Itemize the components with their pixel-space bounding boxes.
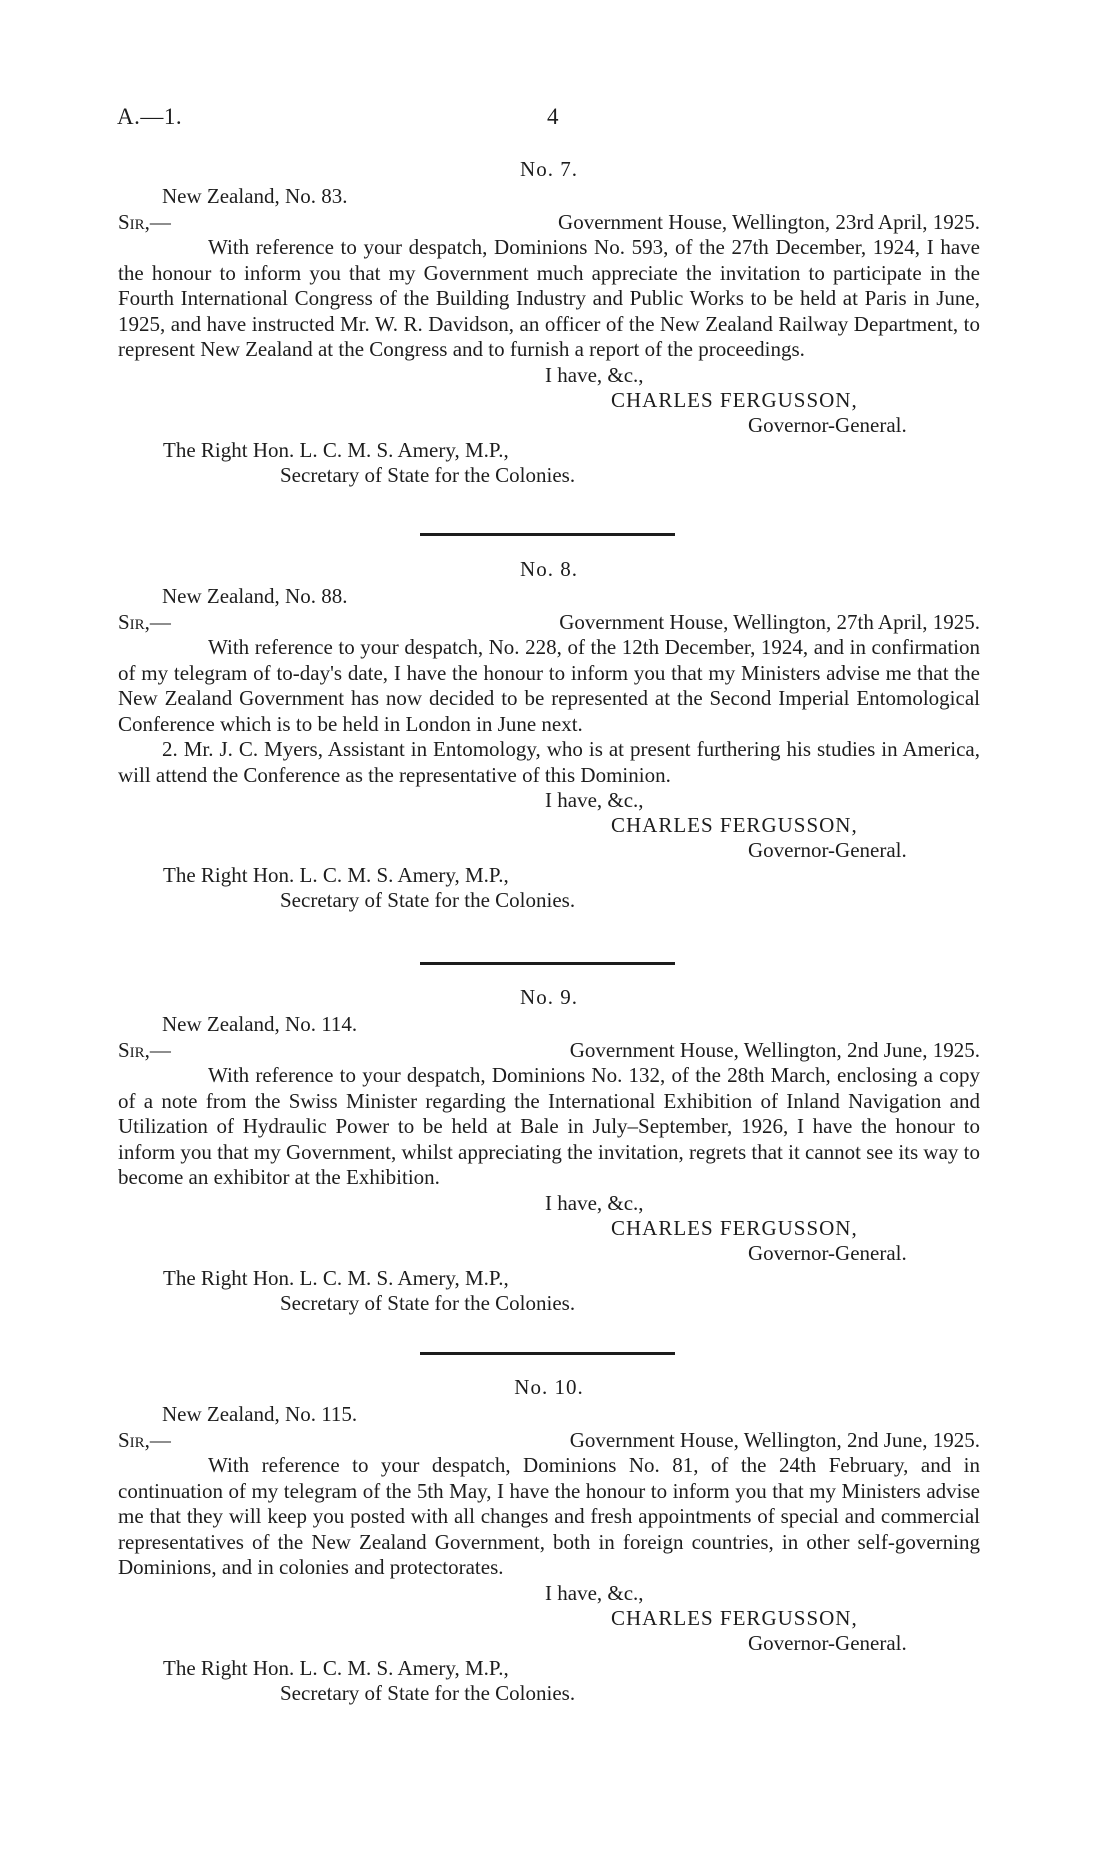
signatory-title: Governor-General. <box>748 1240 907 1265</box>
closing: I have, &c., <box>545 1190 644 1215</box>
closing: I have, &c., <box>545 1580 644 1605</box>
salutation: Sir,— <box>118 1038 171 1062</box>
signatory-title: Governor-General. <box>748 1630 907 1655</box>
signatory: CHARLES FERGUSSON, <box>611 1215 858 1240</box>
letter-paragraph: With reference to your despatch, Dominions No. 81, of the 24th February, and in continuation of my telegram of the 5th May, I have the honour to inform you that my Ministers advise me that they will keep you posted with all changes and fresh appointments of special and commercial representatives of the New Zealand Government, both in foreign countries, in other self-governing Dominions, and in colonies and protectorates. <box>118 1453 980 1579</box>
salutation-line <box>118 209 980 235</box>
letter-number: No. 10. <box>514 1375 584 1399</box>
despatch-reference: New Zealand, No. 114. <box>162 1012 358 1036</box>
despatch-reference: New Zealand, No. 83. <box>162 184 348 208</box>
letter-no-9 <box>118 984 980 1316</box>
signatory: CHARLES FERGUSSON, <box>611 1605 858 1630</box>
closing: I have, &c., <box>545 362 644 387</box>
despatch-reference: New Zealand, No. 115. <box>162 1402 358 1426</box>
salutation-line <box>118 1427 980 1453</box>
letter-no-10 <box>118 1374 980 1706</box>
salutation: Sir,— <box>118 610 171 634</box>
salutation-line <box>118 1037 980 1063</box>
letter-paragraph: With reference to your despatch, Dominions No. 593, of the 27th December, 1924, I have the honour to inform you that my Government much appreciate the invitation to participate in the Fourth International Congress of the Building Industry and Public Works to be held at Paris in June, 1925, and have instructed Mr. W. R. Davidson, an officer of the New Zealand Railway Department, to represent New Zealand at the Congress and to furnish a report of the proceedings. <box>118 235 980 361</box>
closing: I have, &c., <box>545 788 644 812</box>
signatory-title: Governor-General. <box>748 412 907 437</box>
letter-paragraph: With reference to your despatch, Dominions No. 132, of the 28th March, enclosing a copy of a note from the Swiss Minister regarding the International Exhibition of Inland Navigation and Utilization of Hydraulic Power to be held at Bale in July–September, 1926, I have the honour to inform you that my Government, whilst appreciating the invitation, regrets that it cannot see its way to become an exhibitor at the Exhibition. <box>118 1063 980 1189</box>
addressee-title: Secretary of State for the Colonies. <box>280 1290 576 1315</box>
letter-number: No. 8. <box>520 557 578 581</box>
addressee: The Right Hon. L. C. M. S. Amery, M.P., <box>163 1655 509 1680</box>
place-date: Government House, Wellington, 2nd June, 1925. <box>569 1428 980 1452</box>
place-date: Government House, Wellington, 23rd April, 1925. <box>558 210 980 234</box>
addressee: The Right Hon. L. C. M. S. Amery, M.P., <box>163 863 509 887</box>
addressee: The Right Hon. L. C. M. S. Amery, M.P., <box>163 437 509 462</box>
salutation: Sir,— <box>118 1428 171 1452</box>
despatch-reference: New Zealand, No. 88. <box>162 584 348 608</box>
section-divider <box>420 1352 675 1355</box>
letter-number: No. 7. <box>520 157 578 181</box>
letter-no-8 <box>118 556 980 913</box>
letter-paragraph: With reference to your despatch, No. 228, of the 12th December, 1924, and in confirmation of my telegram of to-day's date, I have the honour to inform you that my Ministers advise me that the New Zealand Government has now decided to be represented at the Second Imperial Entomological Conference which is to be held in London in June next. <box>118 635 980 736</box>
signatory: CHARLES FERGUSSON, <box>611 387 858 412</box>
place-date: Government House, Wellington, 27th April, 1925. <box>559 610 980 634</box>
salutation-line <box>118 609 980 635</box>
addressee-title: Secretary of State for the Colonies. <box>280 888 576 912</box>
addressee-title: Secretary of State for the Colonies. <box>280 462 576 487</box>
letter-number: No. 9. <box>520 985 578 1009</box>
letter-paragraph: 2. Mr. J. C. Myers, Assistant in Entomology, who is at present furthering his studies in America, will attend the Conference as the representative of this Dominion. <box>118 737 980 787</box>
salutation: Sir,— <box>118 210 171 234</box>
addressee-title: Secretary of State for the Colonies. <box>280 1680 576 1705</box>
section-divider <box>420 962 675 965</box>
addressee: The Right Hon. L. C. M. S. Amery, M.P., <box>163 1265 509 1290</box>
signatory: CHARLES FERGUSSON, <box>611 813 858 837</box>
document-reference: A.—1. <box>117 104 183 129</box>
page-number: 4 <box>547 104 559 129</box>
place-date: Government House, Wellington, 2nd June, 1925. <box>569 1038 980 1062</box>
signatory-title: Governor-General. <box>748 838 907 862</box>
section-divider <box>420 533 675 536</box>
letter-no-7 <box>118 156 980 488</box>
